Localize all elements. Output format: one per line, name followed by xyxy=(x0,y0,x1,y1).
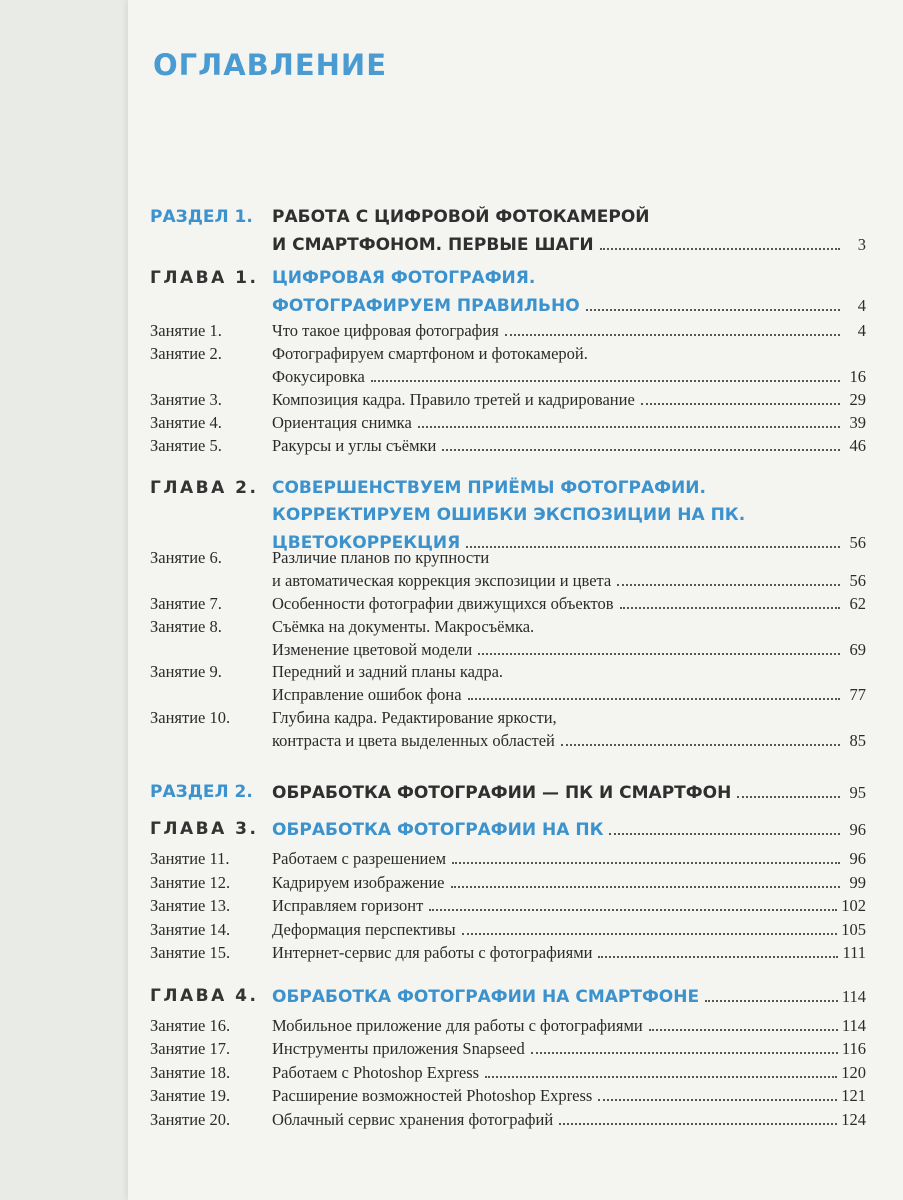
section-title: И СМАРТФОНОМ. ПЕРВЫЕ ШАГИ xyxy=(272,235,594,255)
lesson-title: Различие планов по крупности xyxy=(272,548,490,567)
chapter-label: ГЛАВА 4. xyxy=(150,986,259,1006)
page-number: 4 xyxy=(857,296,866,315)
lesson-label: Занятие 5. xyxy=(150,436,222,455)
lesson-label: Занятие 12. xyxy=(150,873,231,892)
page-number: 62 xyxy=(849,594,866,613)
page-number: 96 xyxy=(849,820,866,839)
section-title: ОБРАБОТКА ФОТОГРАФИИ — ПК И СМАРТФОН xyxy=(272,783,732,803)
lesson-title: Глубина кадра. Редактирование яркости, xyxy=(272,708,557,727)
dot-leader xyxy=(462,933,838,935)
chapter-title: СОВЕРШЕНСТВУЕМ ПРИЁМЫ ФОТОГРАФИИ. xyxy=(272,478,706,498)
lesson-title: и автоматическая коррекция экспозиции и цвета xyxy=(272,571,612,590)
lesson-title: Изменение цветовой модели xyxy=(272,640,473,659)
chapter-entry[interactable] xyxy=(150,475,866,556)
lesson-label: Занятие 13. xyxy=(150,896,231,915)
chapter-label: ГЛАВА 1. xyxy=(150,268,259,288)
chapter-entry[interactable] xyxy=(150,983,866,1010)
lesson-label: Занятие 4. xyxy=(150,413,222,432)
page-number: 96 xyxy=(849,849,866,868)
chapter-title: ЦИФРОВАЯ ФОТОГРАФИЯ. xyxy=(272,268,536,288)
lesson-title: Ориентация снимка xyxy=(272,413,412,432)
lesson-title: Работаем с разрешением xyxy=(272,849,447,868)
lesson-title: Исправление ошибок фона xyxy=(272,685,462,704)
lesson-title: Мобильное приложение для работы с фотографиями xyxy=(272,1016,643,1035)
chapter-title: ОБРАБОТКА ФОТОГРАФИИ НА ПК xyxy=(272,820,604,840)
lesson-title: Съёмка на документы. Макросъёмка. xyxy=(272,617,535,636)
dot-leader xyxy=(561,744,840,746)
dot-leader xyxy=(452,862,840,864)
page-number: 46 xyxy=(849,436,866,455)
page-number: 116 xyxy=(841,1039,866,1058)
page-number: 114 xyxy=(841,987,866,1006)
chapter-title: КОРРЕКТИРУЕМ ОШИБКИ ЭКСПОЗИЦИИ НА ПК. xyxy=(272,505,746,525)
dot-leader xyxy=(371,380,840,382)
dot-leader xyxy=(600,248,840,250)
page-number: 105 xyxy=(841,920,866,939)
lesson-title: Особенности фотографии движущихся объектов xyxy=(272,594,614,613)
lesson-title: Расширение возможностей Photoshop Express xyxy=(272,1086,593,1105)
lesson-label: Занятие 9. xyxy=(150,662,222,681)
page-number: 95 xyxy=(849,783,866,802)
page-number: 4 xyxy=(857,321,866,340)
lesson-label: Занятие 6. xyxy=(150,548,222,567)
page-number: 69 xyxy=(849,640,866,659)
chapter-entry[interactable] xyxy=(150,816,866,843)
dot-leader xyxy=(620,607,840,609)
dot-leader xyxy=(442,449,840,451)
page-number: 120 xyxy=(841,1063,866,1082)
page-number: 3 xyxy=(857,235,866,254)
chapter-label: ГЛАВА 3. xyxy=(150,819,259,839)
section-label: РАЗДЕЛ 2. xyxy=(150,782,253,802)
dot-leader xyxy=(705,1000,838,1002)
lesson-title: Композиция кадра. Правило третей и кадрирование xyxy=(272,390,635,409)
dot-leader xyxy=(429,909,837,911)
lesson-label: Занятие 15. xyxy=(150,943,231,962)
lesson-title: Деформация перспективы xyxy=(272,920,456,939)
section-entry[interactable] xyxy=(150,204,866,258)
lesson-label: Занятие 2. xyxy=(150,344,222,363)
lesson-label: Занятие 3. xyxy=(150,390,222,409)
page-number: 29 xyxy=(849,390,866,409)
page-number: 16 xyxy=(849,367,866,386)
lesson-title: Кадрируем изображение xyxy=(272,873,445,892)
page-number: 124 xyxy=(841,1110,866,1129)
page-number: 77 xyxy=(849,685,866,704)
dot-leader xyxy=(418,426,840,428)
lesson-label: Занятие 16. xyxy=(150,1016,231,1035)
page-number: 85 xyxy=(849,731,866,750)
chapter-title: ОБРАБОТКА ФОТОГРАФИИ НА СМАРТФОНЕ xyxy=(272,987,700,1007)
page-number: 102 xyxy=(841,896,866,915)
lesson-label: Занятие 14. xyxy=(150,920,231,939)
lesson-title: Работаем с Photoshop Express xyxy=(272,1063,480,1082)
lesson-title: Что такое цифровая фотография xyxy=(272,321,499,340)
lesson-title: Фокусировка xyxy=(272,367,365,386)
dot-leader xyxy=(598,956,838,958)
lesson-label: Занятие 7. xyxy=(150,594,222,613)
lesson-label: Занятие 18. xyxy=(150,1063,231,1082)
lesson-title: Инструменты приложения Snapseed xyxy=(272,1039,525,1058)
chapter-title: ФОТОГРАФИРУЕМ ПРАВИЛЬНО xyxy=(272,296,580,316)
chapter-entry[interactable] xyxy=(150,265,866,319)
dot-leader xyxy=(505,334,840,336)
lesson-title: Ракурсы и углы съёмки xyxy=(272,436,437,455)
lesson-label: Занятие 8. xyxy=(150,617,222,636)
lesson-title: Передний и задний планы кадра. xyxy=(272,662,504,681)
dot-leader xyxy=(559,1123,837,1125)
dot-leader xyxy=(451,886,840,888)
dot-leader xyxy=(586,309,840,311)
lesson-label: Занятие 17. xyxy=(150,1039,231,1058)
lesson-title: Исправляем горизонт xyxy=(272,896,424,915)
page-number: 56 xyxy=(849,571,866,590)
dot-leader xyxy=(737,796,840,798)
lesson-title: контраста и цвета выделенных областей xyxy=(272,731,555,750)
lesson-label: Занятие 19. xyxy=(150,1086,231,1105)
lesson-label: Занятие 11. xyxy=(150,849,230,868)
lesson-label: Занятие 1. xyxy=(150,321,222,340)
lesson-label: Занятие 20. xyxy=(150,1110,231,1129)
dot-leader xyxy=(531,1052,838,1054)
dot-leader xyxy=(649,1029,838,1031)
lesson-title: Облачный сервис хранения фотографий xyxy=(272,1110,554,1129)
dot-leader xyxy=(485,1076,837,1078)
section-entry[interactable] xyxy=(150,779,866,806)
dot-leader xyxy=(609,833,840,835)
dot-leader xyxy=(617,584,840,586)
lesson-title: Интернет-сервис для работы с фотографиями xyxy=(272,943,593,962)
dot-leader xyxy=(478,653,840,655)
chapter-title: ЦВЕТОКОРРЕКЦИЯ xyxy=(272,533,461,553)
page-number: 114 xyxy=(841,1016,866,1035)
toc-title: ОГЛАВЛЕНИЕ xyxy=(153,48,388,82)
page-number: 99 xyxy=(849,873,866,892)
page-number: 121 xyxy=(841,1086,866,1105)
dot-leader xyxy=(641,403,840,405)
page-number: 111 xyxy=(842,943,866,962)
page-number: 56 xyxy=(849,533,866,552)
chapter-label: ГЛАВА 2. xyxy=(150,478,259,498)
lesson-label: Занятие 10. xyxy=(150,708,231,727)
lesson-title: Фотографируем смартфоном и фотокамерой. xyxy=(272,344,588,363)
page-number: 39 xyxy=(849,413,866,432)
dot-leader xyxy=(468,698,840,700)
section-label: РАЗДЕЛ 1. xyxy=(150,207,253,227)
section-title: РАБОТА С ЦИФРОВОЙ ФОТОКАМЕРОЙ xyxy=(272,207,650,227)
dot-leader xyxy=(598,1099,837,1101)
